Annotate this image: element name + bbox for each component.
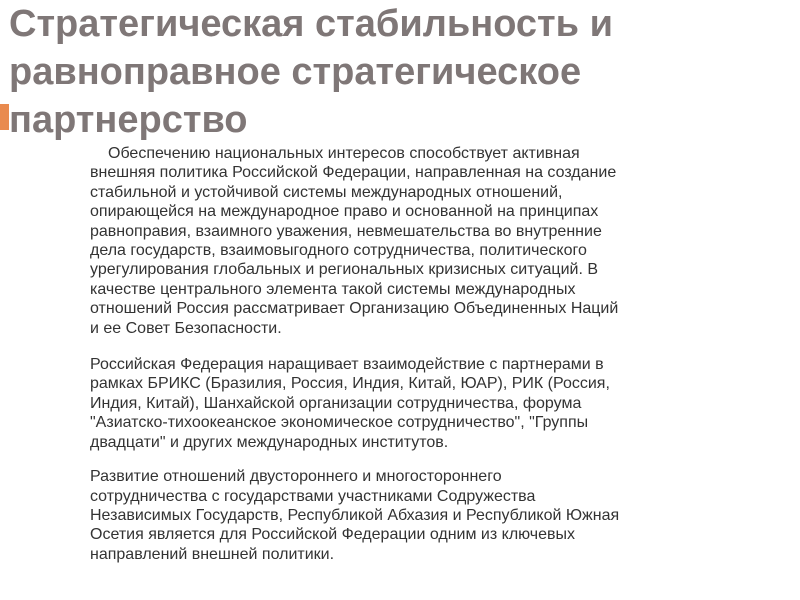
paragraph-brics-cooperation: [90, 355, 760, 452]
text-line: и ее Совет Безопасности.: [90, 319, 282, 337]
text-line: направлений внешней политики.: [90, 545, 335, 563]
text-line: Обеспечению национальных интересов способствует активная: [108, 145, 580, 162]
title-line: партнерство: [9, 96, 258, 144]
text-line: двадцати" и других международных институтов.: [90, 433, 449, 451]
text-line: сотрудничества с государствами участниками Содружества: [90, 487, 536, 505]
text-line: дела государств, взаимовыгодного сотрудничества, политического: [90, 242, 587, 260]
paragraph-cis-relations: [90, 467, 760, 564]
text-line: Независимых Государств, Республикой Абхазия и Республикой Южная: [90, 506, 620, 524]
text-line: качестве центрального элемента такой системы международных: [90, 280, 576, 298]
text-line: Осетия является для Российской Федерации одним из ключевых: [90, 526, 576, 544]
slide-title: [9, 0, 794, 144]
text-line: равноправия, взаимного уважения, невмешательства во внутренние: [90, 222, 602, 240]
text-line: Российская Федерация наращивает взаимодействие с партнерами в: [90, 356, 604, 374]
text-line: отношений Россия рассматривает Организацию Объединенных Наций: [90, 300, 619, 318]
text-line: внешняя политика Российской Федерации, направленная на создание: [90, 164, 617, 182]
paragraph-national-interests: [90, 144, 760, 338]
text-line: рамках БРИКС (Бразилия, Россия, Индия, Китай, ЮАР), РИК (Россия,: [90, 375, 610, 393]
text-line: "Азиатско-тихоокеанское экономическое сотрудничество", "Группы: [90, 414, 589, 432]
text-line: опирающейся на международное право и основанной на принципах: [90, 203, 599, 221]
text-line: Развитие отношений двустороннего и многостороннего: [90, 468, 502, 486]
text-line: стабильной и устойчивой системы международных отношений,: [90, 183, 563, 201]
text-line: урегулирования глобальных и региональных кризисных ситуаций. В: [90, 261, 599, 279]
title-line: Стратегическая стабильность и: [9, 3, 613, 45]
title-line: равноправное стратегическое: [9, 51, 582, 93]
slide-body: [90, 144, 760, 564]
text-line: Индия, Китай), Шанхайской организации сотрудничества, форума: [90, 394, 582, 412]
